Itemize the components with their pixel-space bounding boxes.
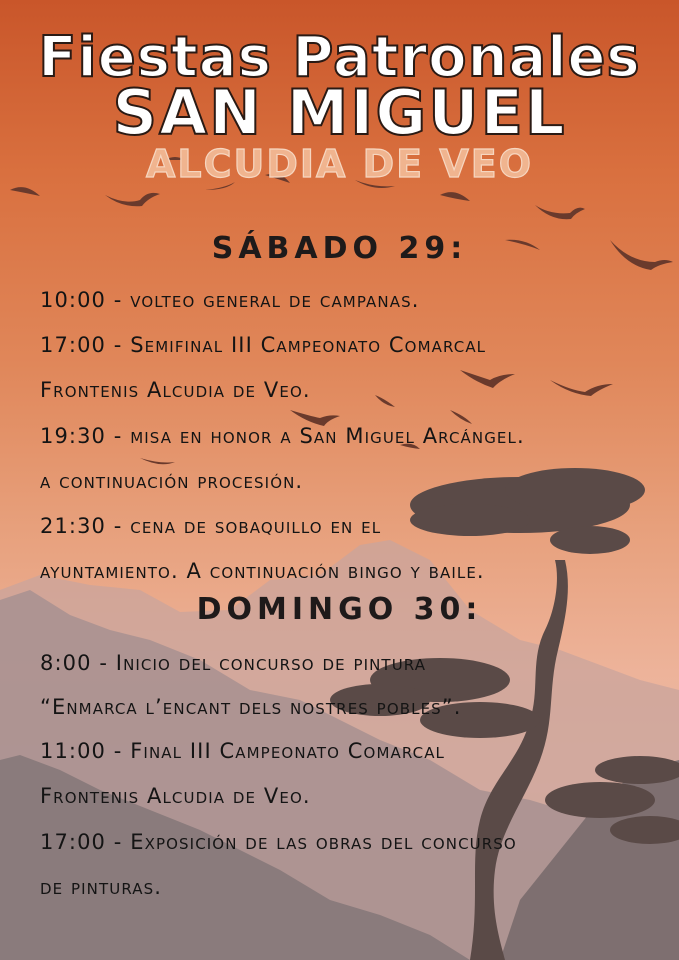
poster-title-san-miguel: SAN MIGUEL — [112, 76, 567, 149]
saturday-line: 10:00 - volteo general de campanas. — [40, 288, 420, 312]
saturday-line: 17:00 - Semifinal III Campeonato Comarcal — [40, 333, 487, 357]
sunday-line: 17:00 - Exposición de las obras del concurso — [40, 830, 517, 854]
saturday-line: ayuntamiento. A continuación bingo y baile. — [40, 559, 485, 583]
sunday-line: de pinturas. — [40, 875, 163, 899]
saturday-heading: SÁBADO 29: — [211, 231, 468, 266]
sunday-line: “Enmarca l’encant dels nostres pobles”. — [40, 695, 462, 719]
poster-title-fiestas: Fiestas Patronales — [38, 25, 641, 90]
saturday-line: 19:30 - misa en honor a San Miguel Arcángel. — [40, 424, 525, 448]
bird — [440, 192, 470, 201]
sunday-line: Frontenis Alcudia de Veo. — [40, 784, 311, 808]
bird — [10, 187, 40, 196]
bird — [140, 458, 175, 464]
sunday-line: 11:00 - Final III Campeonato Comarcal — [40, 739, 446, 763]
sunday-line: 8:00 - Inicio del concurso de pintura — [40, 651, 427, 675]
saturday-line: Frontenis Alcudia de Veo. — [40, 378, 311, 402]
sunday-heading: DOMINGO 30: — [196, 592, 483, 627]
poster-subtitle-town: ALCUDIA DE VEO — [145, 142, 534, 186]
bird — [535, 205, 585, 219]
saturday-line: a continuación procesión. — [40, 469, 304, 493]
bird — [105, 193, 160, 206]
saturday-line: 21:30 - cena de sobaquillo en el — [40, 514, 382, 538]
